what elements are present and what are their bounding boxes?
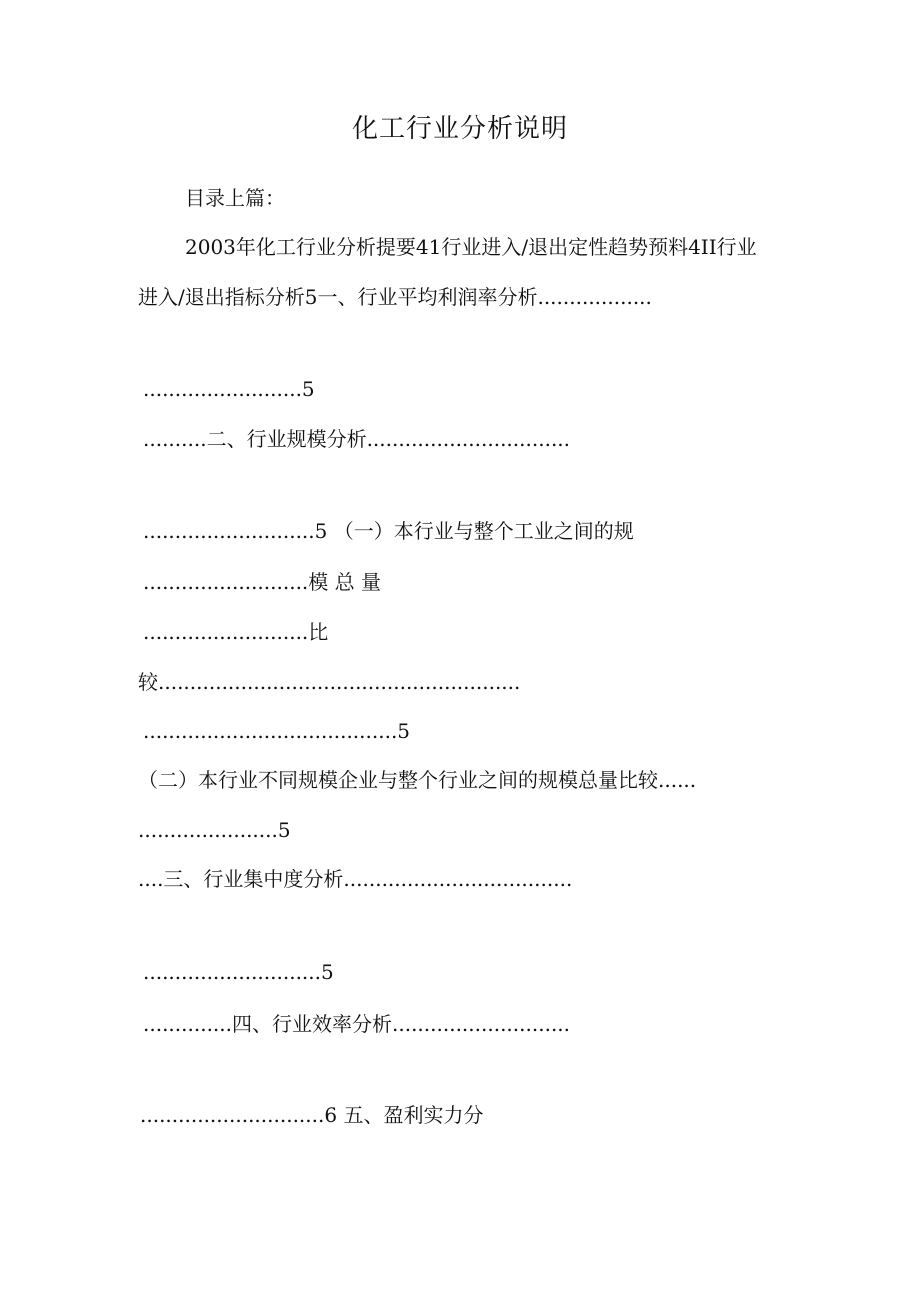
toc-line: ..........................比 xyxy=(143,620,329,644)
toc-line: ......................5 xyxy=(138,818,291,842)
toc-line: ........................................5 xyxy=(143,719,411,743)
toc-line: ..........二、行业规模分析................................ xyxy=(143,427,571,451)
toc-line: ..........................模 总 量 xyxy=(143,570,382,594)
toc-line: ............................5 xyxy=(143,960,334,984)
toc-line: 进入/退出指标分析5一、行业平均利润率分析.................. xyxy=(138,285,652,309)
toc-heading: 目录上篇： xyxy=(185,186,285,210)
toc-line: .............................6 五、盈利实力分 xyxy=(140,1103,484,1127)
toc-line: ..............四、行业效率分析............................ xyxy=(143,1012,571,1036)
toc-line: 2003年化工行业分析提要41行业进入/退出定性趋势预料4II行业 xyxy=(185,235,757,259)
toc-line: 较......................................................... xyxy=(138,670,521,694)
toc-line: ....三、行业集中度分析.................................... xyxy=(138,867,573,891)
toc-line: ...........................5 （一）本行业与整个工业之间的规 xyxy=(143,519,634,543)
toc-line: .........................5 xyxy=(143,377,315,401)
toc-line: （二）本行业不同规模企业与整个行业之间的规模总量比较...... xyxy=(138,768,697,792)
document-title: 化工行业分析说明 xyxy=(351,114,568,144)
